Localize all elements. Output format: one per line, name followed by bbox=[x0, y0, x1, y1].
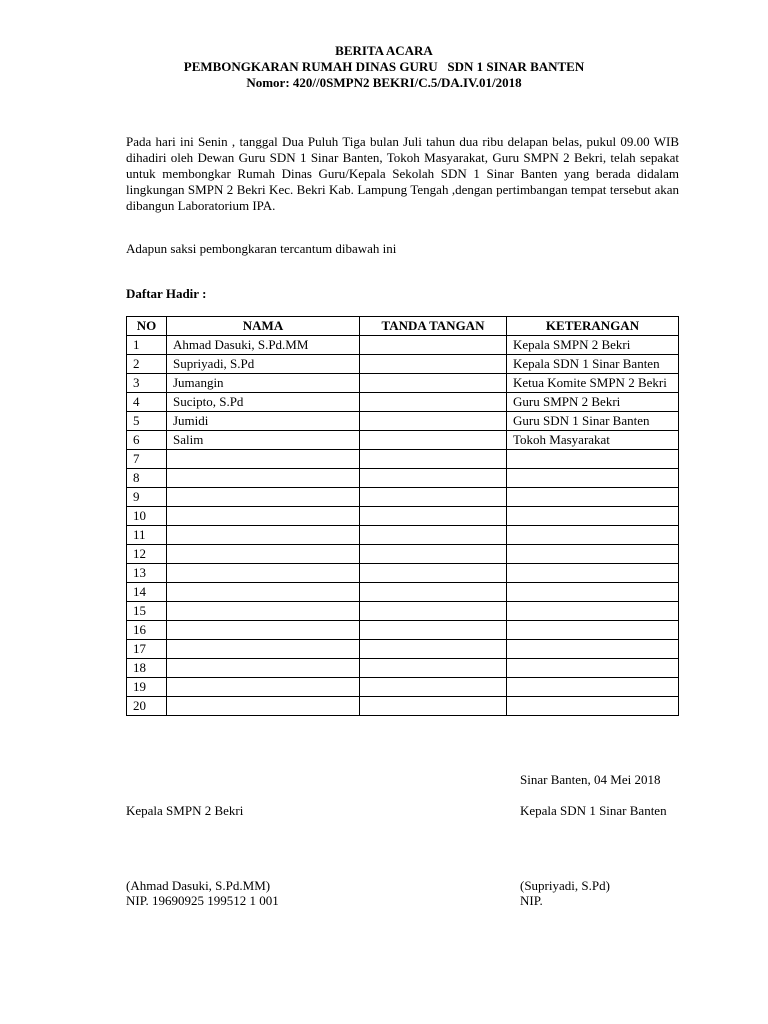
cell-no: 16 bbox=[127, 621, 167, 640]
table-row bbox=[127, 640, 679, 659]
cell-no: 6 bbox=[127, 431, 167, 450]
cell-tanda-tangan bbox=[360, 545, 507, 564]
cell-nama bbox=[167, 621, 360, 640]
cell-no: 15 bbox=[127, 602, 167, 621]
table-row bbox=[127, 678, 679, 697]
table-row bbox=[127, 431, 679, 450]
cell-keterangan bbox=[507, 545, 679, 564]
cell-nama bbox=[167, 488, 360, 507]
cell-no: 8 bbox=[127, 469, 167, 488]
right-signatory-title: Kepala SDN 1 Sinar Banten bbox=[520, 803, 667, 818]
cell-tanda-tangan bbox=[360, 412, 507, 431]
witness-paragraph: Adapun saksi pembongkaran tercantum dibawah ini bbox=[126, 241, 397, 256]
cell-keterangan: Guru SDN 1 Sinar Banten bbox=[507, 412, 679, 431]
cell-tanda-tangan bbox=[360, 583, 507, 602]
cell-keterangan: Kepala SMPN 2 Bekri bbox=[507, 336, 679, 355]
cell-no: 17 bbox=[127, 640, 167, 659]
cell-nama bbox=[167, 469, 360, 488]
cell-tanda-tangan bbox=[360, 697, 507, 716]
cell-nama: Supriyadi, S.Pd bbox=[167, 355, 360, 374]
cell-no: 11 bbox=[127, 526, 167, 545]
cell-keterangan: Kepala SDN 1 Sinar Banten bbox=[507, 355, 679, 374]
cell-nama: Jumangin bbox=[167, 374, 360, 393]
cell-tanda-tangan bbox=[360, 431, 507, 450]
cell-tanda-tangan bbox=[360, 488, 507, 507]
cell-tanda-tangan bbox=[360, 355, 507, 374]
cell-tanda-tangan bbox=[360, 393, 507, 412]
cell-tanda-tangan bbox=[360, 336, 507, 355]
cell-nama bbox=[167, 564, 360, 583]
cell-nama bbox=[167, 678, 360, 697]
cell-no: 2 bbox=[127, 355, 167, 374]
cell-tanda-tangan bbox=[360, 507, 507, 526]
table-row bbox=[127, 355, 679, 374]
cell-nama bbox=[167, 697, 360, 716]
opening-paragraph: Pada hari ini Senin , tanggal Dua Puluh Tiga bulan Juli tahun dua ribu delapan belas, pukul 09.00 WIB dihadiri oleh Dewan Guru SDN 1 Sinar Banten, Tokoh Masyarakat, Guru SMPN 2 Bekri, telah sepakat untuk membongkar Rumah Dinas Guru/Kepala Sekolah SDN 1 Sinar Banten yang berada didalam lingkungan SMPN 2 Bekri Kec. Bekri Kab. Lampung Tengah ,dengan pertimbangan tempat tersebut akan dibangun Laboratorium IPA. bbox=[126, 134, 679, 213]
table-row bbox=[127, 393, 679, 412]
document-subtitle: PEMBONGKARAN RUMAH DINAS GURU SDN 1 SINAR BANTEN bbox=[183, 59, 585, 74]
cell-tanda-tangan bbox=[360, 564, 507, 583]
cell-tanda-tangan bbox=[360, 374, 507, 393]
cell-keterangan: Guru SMPN 2 Bekri bbox=[507, 393, 679, 412]
cell-nama bbox=[167, 602, 360, 621]
table-row bbox=[127, 469, 679, 488]
cell-nama: Salim bbox=[167, 431, 360, 450]
cell-nama: Ahmad Dasuki, S.Pd.MM bbox=[167, 336, 360, 355]
left-signatory-nip: NIP. 19690925 199512 1 001 bbox=[126, 893, 279, 908]
cell-no: 10 bbox=[127, 507, 167, 526]
cell-tanda-tangan bbox=[360, 640, 507, 659]
cell-no: 13 bbox=[127, 564, 167, 583]
table-row bbox=[127, 374, 679, 393]
cell-keterangan bbox=[507, 602, 679, 621]
cell-nama: Sucipto, S.Pd bbox=[167, 393, 360, 412]
cell-tanda-tangan bbox=[360, 621, 507, 640]
cell-keterangan: Ketua Komite SMPN 2 Bekri bbox=[507, 374, 679, 393]
cell-no: 18 bbox=[127, 659, 167, 678]
cell-keterangan bbox=[507, 583, 679, 602]
cell-keterangan bbox=[507, 659, 679, 678]
table-row bbox=[127, 564, 679, 583]
cell-nama bbox=[167, 507, 360, 526]
cell-no: 3 bbox=[127, 374, 167, 393]
document-title: BERITA ACARA bbox=[335, 43, 433, 58]
cell-tanda-tangan bbox=[360, 450, 507, 469]
cell-tanda-tangan bbox=[360, 678, 507, 697]
header-no: NO bbox=[127, 317, 167, 336]
cell-keterangan bbox=[507, 697, 679, 716]
table-row bbox=[127, 450, 679, 469]
cell-tanda-tangan bbox=[360, 469, 507, 488]
cell-keterangan bbox=[507, 450, 679, 469]
table-row bbox=[127, 621, 679, 640]
table-row bbox=[127, 659, 679, 678]
cell-nama bbox=[167, 526, 360, 545]
document-header bbox=[0, 43, 768, 91]
cell-nama bbox=[167, 659, 360, 678]
cell-nama: Jumidi bbox=[167, 412, 360, 431]
attendance-table bbox=[126, 316, 679, 716]
cell-nama bbox=[167, 583, 360, 602]
table-row bbox=[127, 545, 679, 564]
table-row bbox=[127, 412, 679, 431]
attendance-title: Daftar Hadir : bbox=[126, 286, 207, 301]
table-row bbox=[127, 526, 679, 545]
cell-no: 19 bbox=[127, 678, 167, 697]
cell-no: 1 bbox=[127, 336, 167, 355]
cell-nama bbox=[167, 640, 360, 659]
cell-no: 20 bbox=[127, 697, 167, 716]
cell-keterangan bbox=[507, 507, 679, 526]
table-row bbox=[127, 336, 679, 355]
left-signatory-title: Kepala SMPN 2 Bekri bbox=[126, 803, 244, 818]
cell-keterangan bbox=[507, 526, 679, 545]
cell-keterangan bbox=[507, 640, 679, 659]
right-signatory-nip: NIP. bbox=[520, 893, 543, 908]
table-row bbox=[127, 583, 679, 602]
cell-tanda-tangan bbox=[360, 602, 507, 621]
cell-no: 7 bbox=[127, 450, 167, 469]
cell-keterangan bbox=[507, 469, 679, 488]
header-keterangan: KETERANGAN bbox=[507, 317, 679, 336]
cell-no: 5 bbox=[127, 412, 167, 431]
cell-tanda-tangan bbox=[360, 659, 507, 678]
cell-tanda-tangan bbox=[360, 526, 507, 545]
table-row bbox=[127, 602, 679, 621]
right-signatory-name: (Supriyadi, S.Pd) bbox=[520, 878, 610, 893]
cell-nama bbox=[167, 450, 360, 469]
cell-keterangan: Tokoh Masyarakat bbox=[507, 431, 679, 450]
table-row bbox=[127, 697, 679, 716]
place-date: Sinar Banten, 04 Mei 2018 bbox=[520, 772, 661, 787]
cell-no: 9 bbox=[127, 488, 167, 507]
left-signatory-name: (Ahmad Dasuki, S.Pd.MM) bbox=[126, 878, 271, 893]
table-row bbox=[127, 507, 679, 526]
document-number: Nomor: 420//0SMPN2 BEKRI/C.5/DA.IV.01/2018 bbox=[246, 75, 522, 90]
cell-keterangan bbox=[507, 488, 679, 507]
cell-keterangan bbox=[507, 621, 679, 640]
cell-no: 14 bbox=[127, 583, 167, 602]
table-row bbox=[127, 488, 679, 507]
cell-no: 4 bbox=[127, 393, 167, 412]
table-header-row bbox=[127, 317, 679, 336]
cell-keterangan bbox=[507, 564, 679, 583]
header-tanda-tangan: TANDA TANGAN bbox=[360, 317, 507, 336]
cell-no: 12 bbox=[127, 545, 167, 564]
cell-nama bbox=[167, 545, 360, 564]
header-nama: NAMA bbox=[167, 317, 360, 336]
cell-keterangan bbox=[507, 678, 679, 697]
